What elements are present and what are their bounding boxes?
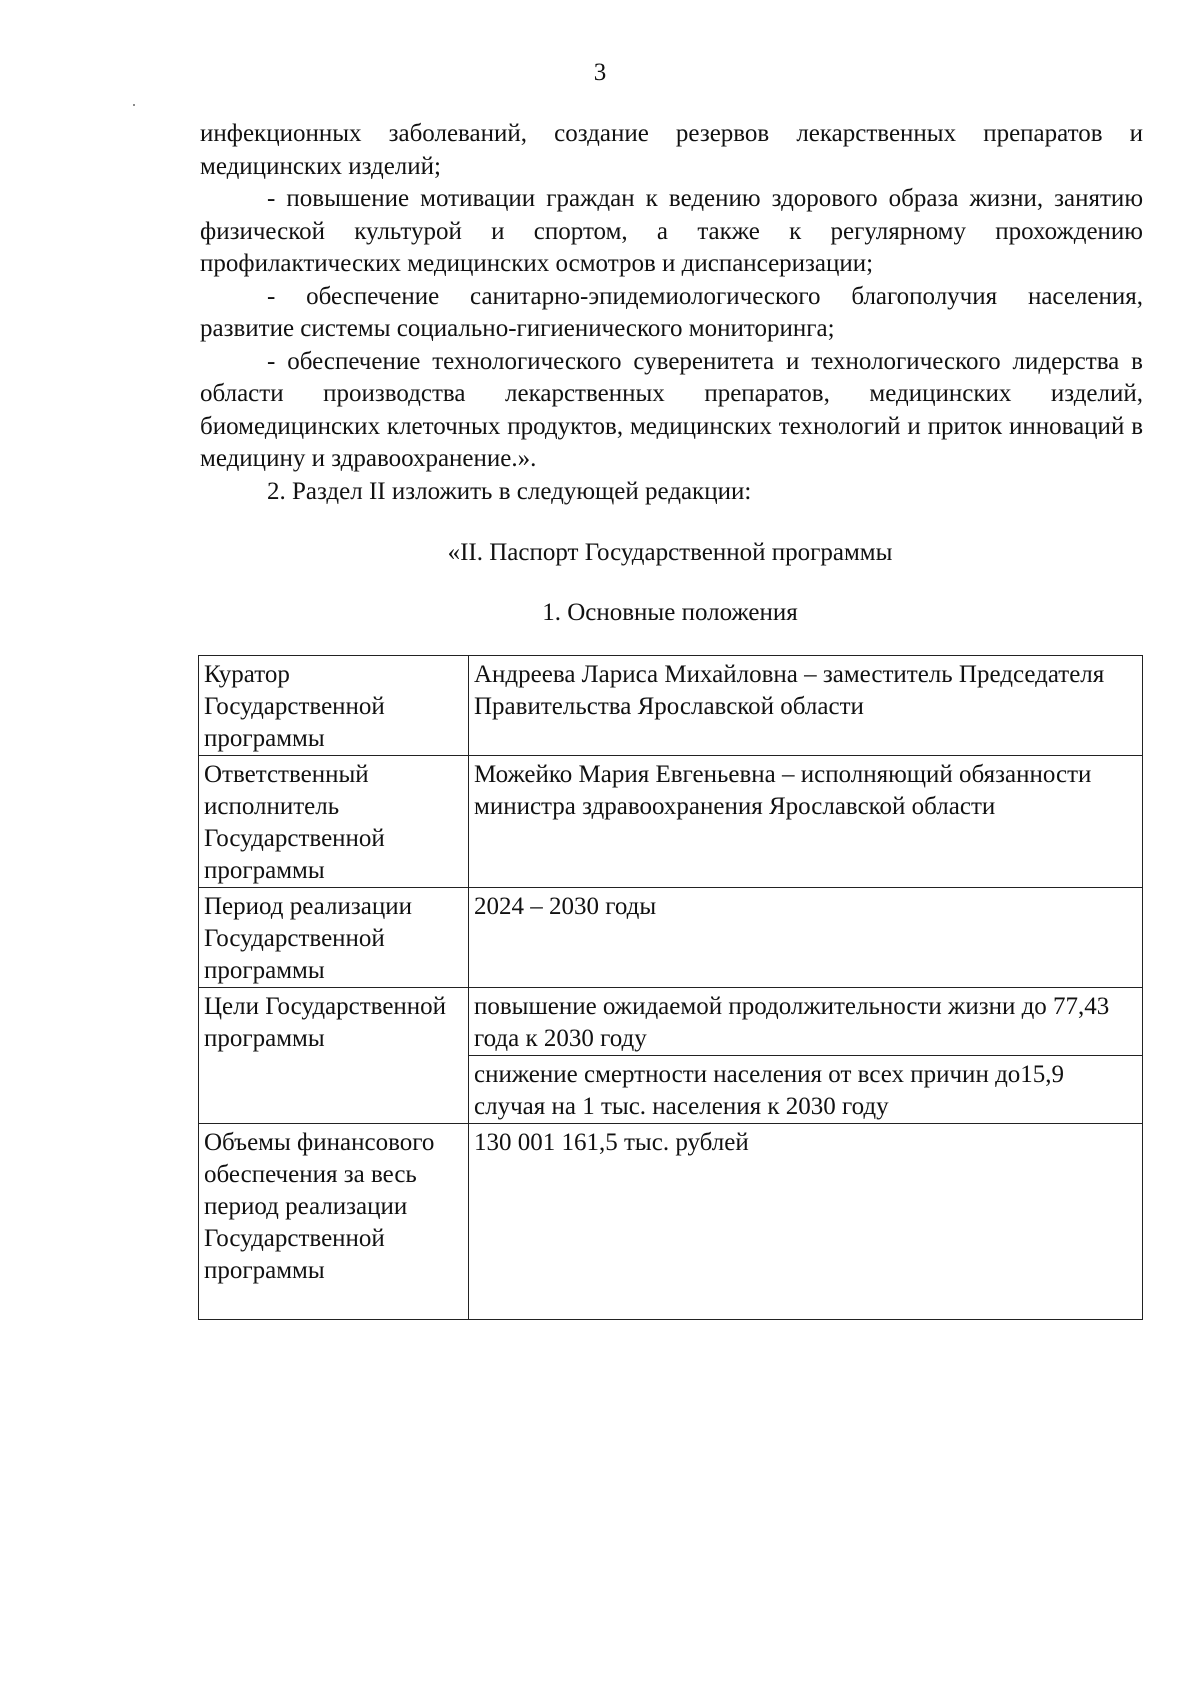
row-label: Куратор Государственной программы <box>199 656 469 756</box>
program-passport-table <box>198 655 1143 1320</box>
paragraph: инфекционных заболеваний, создание резервов лекарственных препаратов и медицинских изделий; <box>200 120 1143 180</box>
paragraph: 2. Раздел II изложить в следующей редакции: <box>267 477 752 505</box>
body-text <box>200 118 1143 508</box>
row-label: Период реализации Государственной программы <box>199 888 469 988</box>
table-row <box>199 988 1143 1056</box>
table-row <box>199 1124 1143 1320</box>
scan-speck <box>133 104 135 106</box>
row-value: 130 001 161,5 тыс. рублей <box>469 1124 1143 1320</box>
row-label: Ответственный исполнитель Государственной программы <box>199 756 469 888</box>
table-row <box>199 756 1143 888</box>
paragraph: - обеспечение технологического суверенитета и технологического лидерства в области производства лекарственных препаратов, медицинских изделий, биомедицинских клеточных продуктов, медицинских технологий и приток инноваций в медицину и здравоохранение.». <box>200 347 1143 472</box>
row-value: Можейко Мария Евгеньевна – исполняющий обязанности министра здравоохранения Ярославской области <box>469 756 1143 888</box>
row-value: снижение смертности населения от всех причин до15,9 случая на 1 тыс. населения к 2030 году <box>469 1056 1143 1124</box>
row-value: 2024 – 2030 годы <box>469 888 1143 988</box>
row-label: Объемы финансового обеспечения за весь период реализации Государственной программы <box>199 1124 469 1320</box>
section-title: «II. Паспорт Государственной программы <box>447 539 893 566</box>
row-label: Цели Государственной программы <box>199 988 469 1124</box>
paragraph: - обеспечение санитарно-эпидемиологического благополучия населения, развитие системы социально-гигиенического мониторинга; <box>200 282 1143 342</box>
subsection-title: 1. Основные положения <box>542 599 798 626</box>
row-value: повышение ожидаемой продолжительности жизни до 77,43 года к 2030 году <box>469 988 1143 1056</box>
row-value: Андреева Лариса Михайловна – заместитель Председателя Правительства Ярославской области <box>469 656 1143 756</box>
table-row <box>199 656 1143 756</box>
table-row <box>199 888 1143 988</box>
paragraph: - повышение мотивации граждан к ведению здорового образа жизни, занятию физической культурой и спортом, а также к регулярному прохождению профилактических медицинских осмотров и диспансеризации; <box>200 185 1143 277</box>
page-number: 3 <box>593 59 607 86</box>
